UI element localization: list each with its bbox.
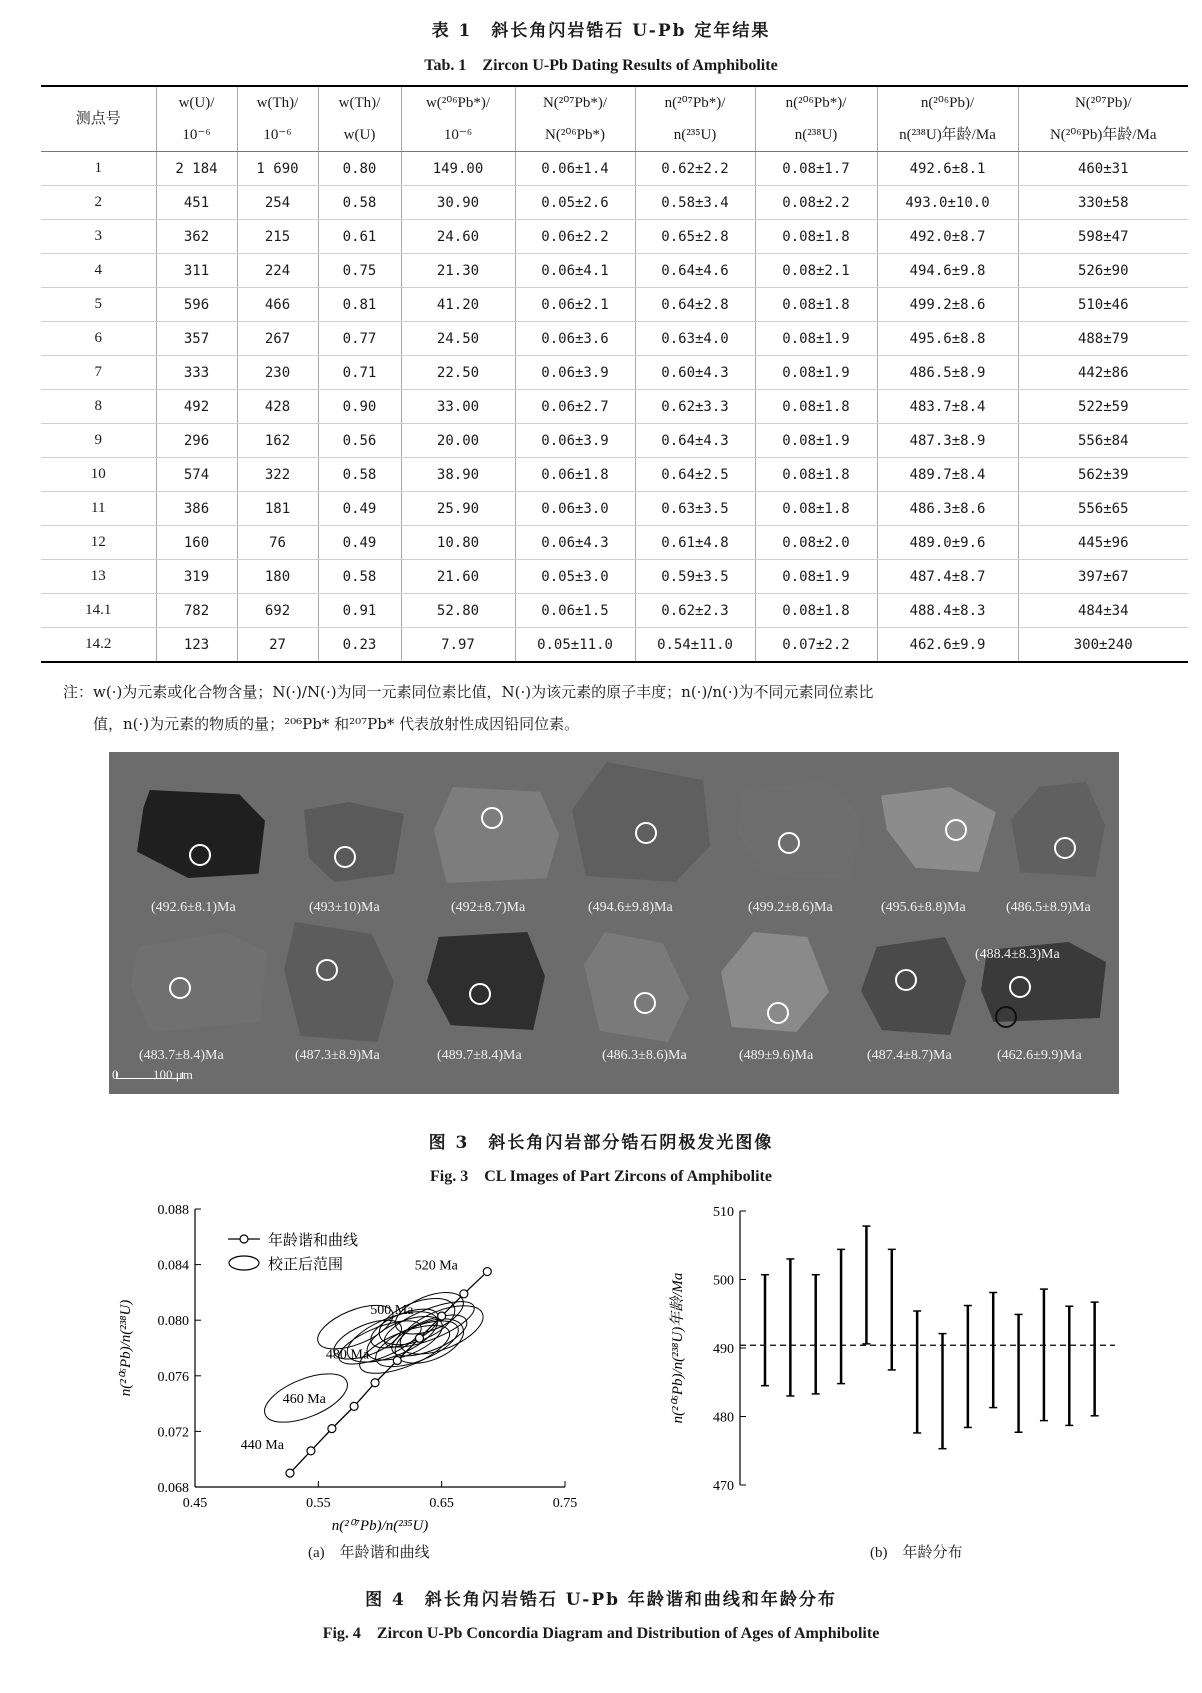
table-cell: 0.08±1.9 (755, 356, 877, 390)
analysis-spot (895, 969, 917, 991)
y-axis-label: n(²⁰⁶Pb)/n(²³⁸U)年龄/Ma (670, 1272, 686, 1424)
concordia-point (415, 1334, 423, 1342)
zircon-grain (434, 787, 559, 883)
table-cell: 0.62±2.2 (635, 152, 755, 186)
scale-zero: 0 (112, 1067, 119, 1082)
cl-age-label: (499.2±8.6)Ma (748, 900, 833, 915)
table-cell: 451 (156, 186, 237, 220)
table-cell: 442±86 (1018, 356, 1188, 390)
table-cell: 489.7±8.4 (877, 458, 1018, 492)
table-row (41, 152, 1188, 186)
concordia-point (371, 1379, 379, 1387)
age-annotation: 500 Ma (370, 1303, 414, 1319)
table-cell: 0.49 (318, 492, 401, 526)
table-cell: 33.00 (401, 390, 515, 424)
table-row (41, 254, 1188, 288)
table-cell: 526±90 (1018, 254, 1188, 288)
table-cell: 24.50 (401, 322, 515, 356)
concordia-point (393, 1357, 401, 1365)
table-row (41, 322, 1188, 356)
cl-age-label: (487.4±8.7)Ma (867, 1048, 952, 1063)
table-cell: 1 690 (237, 152, 318, 186)
header-cell: w(Th)/ (318, 86, 401, 119)
header-cell: 10⁻⁶ (156, 119, 237, 152)
table-cell: 0.58±3.4 (635, 186, 755, 220)
table-cell: 386 (156, 492, 237, 526)
table-cell: 296 (156, 424, 237, 458)
table-cell: 483.7±8.4 (877, 390, 1018, 424)
analysis-spot (995, 1006, 1017, 1028)
spot-id-cell: 2 (41, 186, 156, 220)
table-cell: 494.6±9.8 (877, 254, 1018, 288)
header-cell: n(²⁰⁶Pb*)/ (755, 86, 877, 119)
table-cell: 0.64±4.3 (635, 424, 755, 458)
table-row (41, 288, 1188, 322)
table-cell: 0.06±3.9 (515, 356, 635, 390)
table-cell: 0.61 (318, 220, 401, 254)
zircon-grain (1011, 782, 1105, 877)
table-cell: 0.80 (318, 152, 401, 186)
table-cell: 488±79 (1018, 322, 1188, 356)
table-cell: 0.06±2.7 (515, 390, 635, 424)
table-cell: 0.71 (318, 356, 401, 390)
header-cell: N(²⁰⁷Pb)/ (1018, 86, 1188, 119)
zircon-grain (131, 932, 267, 1032)
table-caption-cn: 表 1 斜长角闪岩锆石 U-Pb 定年结果 (431, 21, 771, 41)
table-cell: 0.08±1.8 (755, 288, 877, 322)
cl-age-label: (489.7±8.4)Ma (437, 1048, 522, 1063)
y-tick-label: 500 (713, 1273, 734, 1289)
table-cell: 598±47 (1018, 220, 1188, 254)
legend-curve-label: 年龄谐和曲线 (268, 1233, 359, 1249)
table-cell: 489.0±9.6 (877, 526, 1018, 560)
cl-age-label: (489±9.6)Ma (739, 1048, 814, 1063)
header-row-bottom (41, 119, 1188, 152)
spot-id-cell: 10 (41, 458, 156, 492)
table-cell: 0.06±3.9 (515, 424, 635, 458)
table-cell: 428 (237, 390, 318, 424)
cl-age-label: (462.6±9.9)Ma (997, 1048, 1082, 1063)
table-cell: 492.6±8.1 (877, 152, 1018, 186)
table-cell: 0.81 (318, 288, 401, 322)
analysis-spot (469, 983, 491, 1005)
fig3-caption-en: Fig. 3 CL Images of Part Zircons of Amphibolite (430, 1168, 772, 1185)
x-tick-label: 0.65 (429, 1496, 454, 1511)
analysis-spot (189, 844, 211, 866)
table-row (41, 186, 1188, 220)
table-cell: 41.20 (401, 288, 515, 322)
table-cell: 2 184 (156, 152, 237, 186)
cl-age-label: (495.6±8.8)Ma (881, 900, 966, 915)
table-cell: 499.2±8.6 (877, 288, 1018, 322)
spot-id-cell: 14.1 (41, 594, 156, 628)
table-row (41, 356, 1188, 390)
table-cell: 267 (237, 322, 318, 356)
table-cell: 445±96 (1018, 526, 1188, 560)
spot-id-cell: 4 (41, 254, 156, 288)
scale-label: 100 μm (153, 1067, 193, 1082)
table-cell: 0.06±3.6 (515, 322, 635, 356)
spot-id-cell: 6 (41, 322, 156, 356)
analysis-spot (481, 807, 503, 829)
table-cell: 25.90 (401, 492, 515, 526)
cl-age-label: (488.4±8.3)Ma (975, 947, 1060, 962)
table-cell: 397±67 (1018, 560, 1188, 594)
zircon-grain (881, 787, 996, 872)
table-cell: 782 (156, 594, 237, 628)
header-cell: n(²⁰⁶Pb)/ (877, 86, 1018, 119)
table-cell: 0.08±1.9 (755, 322, 877, 356)
table-cell: 76 (237, 526, 318, 560)
concordia-chart (110, 1195, 590, 1535)
table-cell: 522±59 (1018, 390, 1188, 424)
table-cell: 0.64±4.6 (635, 254, 755, 288)
y-tick-label: 0.076 (157, 1369, 189, 1385)
table-cell: 180 (237, 560, 318, 594)
header-cell: w(U)/ (156, 86, 237, 119)
y-tick-label: 490 (713, 1342, 734, 1357)
table-caption-en: Tab. 1 Zircon U-Pb Dating Results of Amphibolite (424, 57, 778, 74)
y-tick-label: 0.072 (157, 1425, 189, 1441)
concordia-point (307, 1447, 315, 1455)
analysis-spot (634, 992, 656, 1014)
table-cell: 20.00 (401, 424, 515, 458)
header-cell: n(²³⁵U) (635, 119, 755, 152)
table-cell: 0.06±4.3 (515, 526, 635, 560)
table-cell: 22.50 (401, 356, 515, 390)
table-cell: 362 (156, 220, 237, 254)
cl-age-label: (486.3±8.6)Ma (602, 1048, 687, 1063)
table-cell: 319 (156, 560, 237, 594)
spot-id-cell: 7 (41, 356, 156, 390)
y-tick-label: 470 (713, 1479, 734, 1494)
header-cell: n(²⁰⁷Pb*)/ (635, 86, 755, 119)
table-cell: 0.07±2.2 (755, 628, 877, 663)
table-cell: 0.08±1.8 (755, 220, 877, 254)
table-cell: 0.63±4.0 (635, 322, 755, 356)
table-cell: 0.64±2.8 (635, 288, 755, 322)
table-cell: 486.5±8.9 (877, 356, 1018, 390)
cl-age-label: (487.3±8.9)Ma (295, 1048, 380, 1063)
table-cell: 562±39 (1018, 458, 1188, 492)
age-annotation: 480 Ma (325, 1347, 370, 1363)
spot-id-cell: 1 (41, 152, 156, 186)
fig4-caption-en: Fig. 4 Zircon U-Pb Concordia Diagram and Distribution of Ages of Amphibolite (322, 1625, 880, 1642)
table-cell: 230 (237, 356, 318, 390)
table-cell: 0.08±1.8 (755, 390, 877, 424)
header-row-top (41, 86, 1188, 119)
analysis-spot (334, 846, 356, 868)
table-cell: 0.77 (318, 322, 401, 356)
y-axis-label: n(²⁰⁶Pb)/n(²³⁸U) (118, 1299, 134, 1397)
table-cell: 215 (237, 220, 318, 254)
fig4a-subcaption: (a) 年龄谐和曲线 (308, 1545, 430, 1561)
table-cell: 7.97 (401, 628, 515, 663)
table-cell: 27 (237, 628, 318, 663)
y-tick-label: 0.084 (157, 1258, 189, 1274)
table-cell: 0.23 (318, 628, 401, 663)
table-cell: 0.91 (318, 594, 401, 628)
table-cell: 484±34 (1018, 594, 1188, 628)
analysis-spot (635, 822, 657, 844)
table-cell: 0.49 (318, 526, 401, 560)
header-cell: w(U) (318, 119, 401, 152)
table-cell: 0.59±3.5 (635, 560, 755, 594)
spot-id-cell: 14.2 (41, 628, 156, 663)
table-cell: 0.56 (318, 424, 401, 458)
table-cell: 0.08±1.8 (755, 458, 877, 492)
y-tick-label: 0.080 (157, 1314, 189, 1330)
age-annotation: 520 Ma (414, 1258, 458, 1274)
concordia-point (460, 1290, 468, 1298)
table-cell: 300±240 (1018, 628, 1188, 663)
analysis-spot (169, 977, 191, 999)
cl-age-label: (494.6±9.8)Ma (588, 900, 673, 915)
table-cell: 0.08±1.8 (755, 492, 877, 526)
age-distribution-chart (655, 1195, 1125, 1515)
analysis-spot (945, 819, 967, 841)
table-cell: 254 (237, 186, 318, 220)
table-cell: 556±84 (1018, 424, 1188, 458)
y-tick-label: 0.088 (157, 1203, 189, 1218)
table-note-line1: 注：w(·)为元素或化合物含量；N(·)/N(·)为同一元素同位素比值，N(·)为该元素的原子丰度；n(·)/n(·)为不同元素同位素比 (63, 683, 874, 701)
cl-age-label: (493±10)Ma (309, 900, 380, 915)
table-cell: 21.30 (401, 254, 515, 288)
age-annotation: 460 Ma (282, 1391, 326, 1407)
concordia-point (286, 1469, 294, 1477)
table-cell: 492 (156, 390, 237, 424)
analysis-spot (1054, 837, 1076, 859)
table-cell: 0.08±2.0 (755, 526, 877, 560)
table-cell: 0.54±11.0 (635, 628, 755, 663)
table-cell: 0.08±1.8 (755, 594, 877, 628)
table-cell: 0.58 (318, 458, 401, 492)
table-row (41, 458, 1188, 492)
table-cell: 30.90 (401, 186, 515, 220)
table-cell: 181 (237, 492, 318, 526)
x-tick-label: 0.55 (306, 1496, 331, 1511)
table-cell: 162 (237, 424, 318, 458)
spot-id-cell: 9 (41, 424, 156, 458)
y-tick-label: 0.068 (157, 1481, 189, 1496)
table-cell: 460±31 (1018, 152, 1188, 186)
table-cell: 466 (237, 288, 318, 322)
table-cell: 0.05±2.6 (515, 186, 635, 220)
table-cell: 0.58 (318, 186, 401, 220)
header-cell: w(²⁰⁶Pb*)/ (401, 86, 515, 119)
table-cell: 0.64±2.5 (635, 458, 755, 492)
table-cell: 0.90 (318, 390, 401, 424)
age-annotation: 440 Ma (240, 1437, 284, 1453)
table-cell: 0.06±1.4 (515, 152, 635, 186)
spot-id-cell: 8 (41, 390, 156, 424)
table-cell: 0.62±2.3 (635, 594, 755, 628)
header-cell: N(²⁰⁶Pb*) (515, 119, 635, 152)
table-cell: 357 (156, 322, 237, 356)
concordia-point (328, 1425, 336, 1433)
table-cell: 0.08±2.1 (755, 254, 877, 288)
header-cell: n(²³⁸U)年龄/Ma (877, 119, 1018, 152)
concordia-point (483, 1268, 491, 1276)
table-cell: 493.0±10.0 (877, 186, 1018, 220)
x-axis-label: n(²⁰⁷Pb)/n(²³⁵U) (331, 1518, 429, 1534)
table-cell: 123 (156, 628, 237, 663)
analysis-spot (767, 1002, 789, 1024)
table-cell: 0.60±4.3 (635, 356, 755, 390)
table-cell: 21.60 (401, 560, 515, 594)
table-cell: 0.06±2.1 (515, 288, 635, 322)
fig3-caption-cn: 图 3 斜长角闪岩部分锆石阴极发光图像 (428, 1133, 774, 1153)
spot-id-cell: 3 (41, 220, 156, 254)
table-cell: 224 (237, 254, 318, 288)
table-note-line2: 值，n(·)为元素的物质的量；²⁰⁶Pb* 和²⁰⁷Pb* 代表放射性成因铅同位素。 (93, 715, 580, 733)
table-cell: 487.3±8.9 (877, 424, 1018, 458)
header-cell: N(²⁰⁷Pb*)/ (515, 86, 635, 119)
fig4-caption-cn: 图 4 斜长角闪岩锆石 U-Pb 年龄谐和曲线和年龄分布 (365, 1590, 837, 1610)
table-cell: 149.00 (401, 152, 515, 186)
table-cell: 487.4±8.7 (877, 560, 1018, 594)
spot-id-cell: 13 (41, 560, 156, 594)
table-cell: 692 (237, 594, 318, 628)
spot-id-cell: 5 (41, 288, 156, 322)
cl-age-label: (483.7±8.4)Ma (139, 1048, 224, 1063)
concordia-point (350, 1402, 358, 1410)
table-cell: 0.63±3.5 (635, 492, 755, 526)
table-cell: 0.08±1.9 (755, 560, 877, 594)
zircon-grain (737, 780, 862, 880)
scale-bar (116, 1072, 183, 1079)
table-cell: 0.06±1.8 (515, 458, 635, 492)
table-cell: 495.6±8.8 (877, 322, 1018, 356)
table-cell: 556±65 (1018, 492, 1188, 526)
table-row (41, 594, 1188, 628)
table-cell: 322 (237, 458, 318, 492)
header-spot: 测点号 (41, 86, 156, 152)
spot-id-cell: 12 (41, 526, 156, 560)
table-cell: 574 (156, 458, 237, 492)
cl-age-label: (492.6±8.1)Ma (151, 900, 236, 915)
zircon-grain (584, 932, 689, 1042)
zircon-grain (284, 922, 394, 1042)
table-cell: 52.80 (401, 594, 515, 628)
y-tick-label: 510 (713, 1205, 734, 1220)
analysis-spot (316, 959, 338, 981)
analysis-spot (778, 832, 800, 854)
table-cell: 0.06±1.5 (515, 594, 635, 628)
table-cell: 0.05±11.0 (515, 628, 635, 663)
table-cell: 462.6±9.9 (877, 628, 1018, 663)
spot-id-cell: 11 (41, 492, 156, 526)
table-cell: 510±46 (1018, 288, 1188, 322)
table-cell: 333 (156, 356, 237, 390)
concordia-point (438, 1312, 446, 1320)
cl-age-label: (486.5±8.9)Ma (1006, 900, 1091, 915)
table-row (41, 390, 1188, 424)
table-row (41, 526, 1188, 560)
table-cell: 596 (156, 288, 237, 322)
header-cell: N(²⁰⁶Pb)年龄/Ma (1018, 119, 1188, 152)
table-cell: 330±58 (1018, 186, 1188, 220)
table-row (41, 628, 1188, 663)
analysis-spot (1009, 976, 1031, 998)
table-cell: 486.3±8.6 (877, 492, 1018, 526)
zircon-grain (427, 932, 545, 1030)
legend-ellipse-label: 校正后范围 (268, 1257, 344, 1273)
zircon-grain (304, 802, 404, 882)
table-cell: 0.08±2.2 (755, 186, 877, 220)
table-cell: 0.58 (318, 560, 401, 594)
table-cell: 0.06±3.0 (515, 492, 635, 526)
x-tick-label: 0.45 (182, 1496, 208, 1511)
header-cell: 10⁻⁶ (237, 119, 318, 152)
table-row (41, 492, 1188, 526)
x-tick-label: 0.75 (552, 1496, 578, 1511)
table-row (41, 220, 1188, 254)
header-cell: w(Th)/ (237, 86, 318, 119)
y-tick-label: 480 (713, 1410, 734, 1426)
table-cell: 0.06±2.2 (515, 220, 635, 254)
cl-image-panel (109, 752, 1119, 1094)
table-cell: 488.4±8.3 (877, 594, 1018, 628)
cl-age-label: (492±8.7)Ma (451, 900, 526, 915)
table-cell: 38.90 (401, 458, 515, 492)
table-cell: 311 (156, 254, 237, 288)
header-cell: 10⁻⁶ (401, 119, 515, 152)
table-cell: 10.80 (401, 526, 515, 560)
table-row (41, 424, 1188, 458)
results-table (41, 85, 1188, 663)
table-cell: 0.08±1.9 (755, 424, 877, 458)
table-cell: 0.61±4.8 (635, 526, 755, 560)
table-cell: 160 (156, 526, 237, 560)
table-cell: 0.75 (318, 254, 401, 288)
table-cell: 0.08±1.7 (755, 152, 877, 186)
table-cell: 0.65±2.8 (635, 220, 755, 254)
header-cell: n(²³⁸U) (755, 119, 877, 152)
table-cell: 492.0±8.7 (877, 220, 1018, 254)
table-cell: 24.60 (401, 220, 515, 254)
table-cell: 0.06±4.1 (515, 254, 635, 288)
table-row (41, 560, 1188, 594)
table-cell: 0.05±3.0 (515, 560, 635, 594)
fig4b-subcaption: (b) 年龄分布 (870, 1545, 963, 1561)
table-cell: 0.62±3.3 (635, 390, 755, 424)
